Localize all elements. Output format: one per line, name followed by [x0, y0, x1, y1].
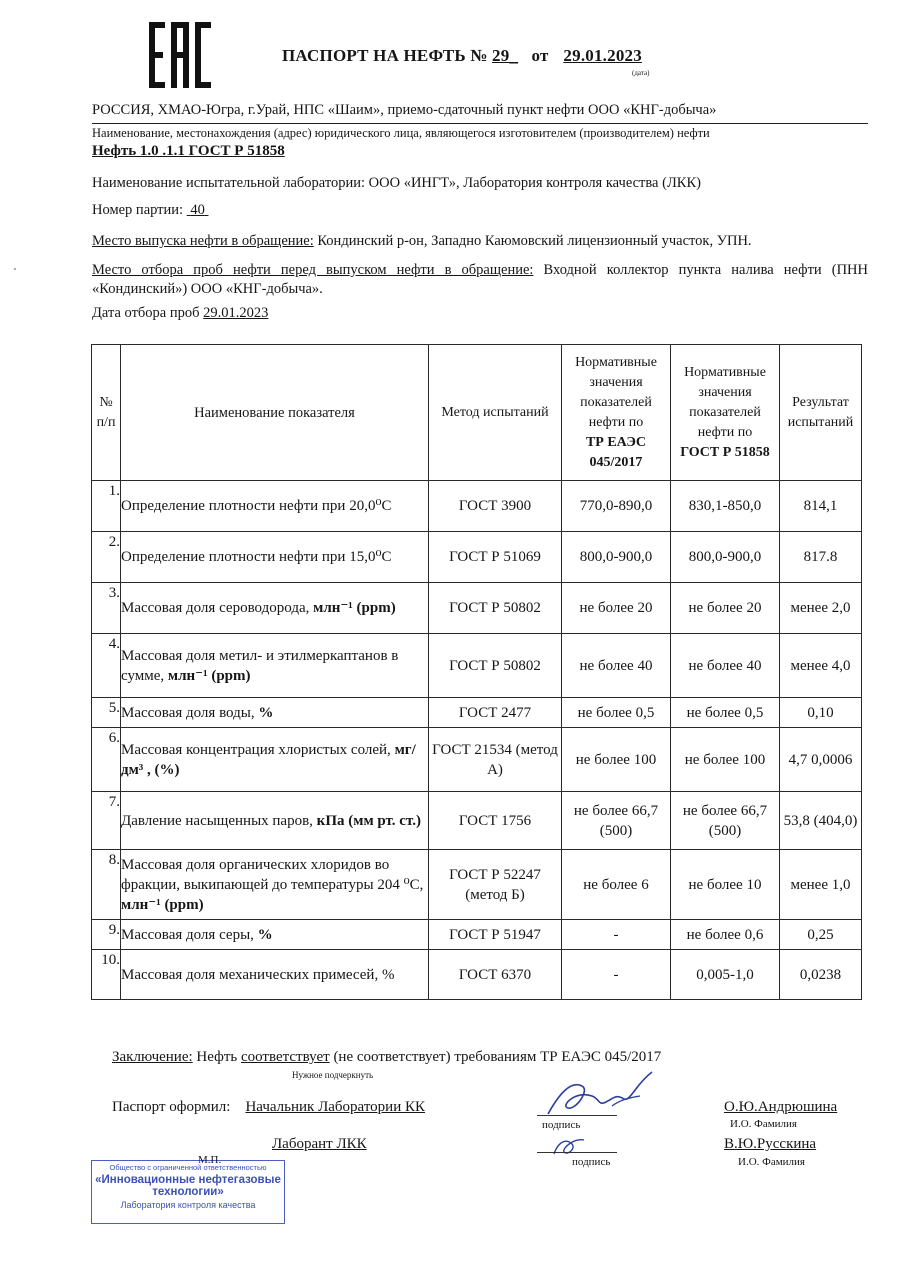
- release-label: Место выпуска нефти в обращение:: [92, 233, 314, 249]
- header-result: Результат испытаний: [780, 345, 862, 481]
- row-no: 10.: [92, 950, 121, 1000]
- row-method: ГОСТ Р 51947: [429, 920, 562, 950]
- signature1-caption: подпись: [542, 1119, 581, 1131]
- row-norm-gost: не более 40: [671, 634, 780, 698]
- lab-line: Наименование испытательной лаборатории: ООО «ИНГТ», Лаборатория контроля качества (ЛКК): [92, 175, 701, 191]
- row-norm-tr: 770,0-890,0: [562, 481, 671, 532]
- row-method: ГОСТ 6370: [429, 950, 562, 1000]
- eac-logo: [147, 20, 213, 90]
- row-name: Давление насыщенных паров, кПа (мм рт. ст.): [121, 792, 429, 850]
- row-method: ГОСТ 21534 (метод А): [429, 728, 562, 792]
- row-norm-tr: не более 100: [562, 728, 671, 792]
- row-result: 0,0238: [780, 950, 862, 1000]
- prepared-line: [112, 1099, 425, 1116]
- row-no: 8.: [92, 850, 121, 920]
- table-row: [92, 920, 862, 950]
- table-row: [92, 532, 862, 583]
- conclusion-line: [112, 1049, 661, 1066]
- row-no: 3.: [92, 583, 121, 634]
- table-row: [92, 850, 862, 920]
- row-name: Массовая доля воды, %: [121, 698, 429, 728]
- scan-speck: [14, 268, 16, 270]
- sampling-date-label: Дата отбора проб: [92, 305, 200, 321]
- row-method: ГОСТ Р 50802: [429, 634, 562, 698]
- seal-place-label: М.П.: [198, 1154, 222, 1166]
- row-norm-gost: не более 10: [671, 850, 780, 920]
- row-norm-gost: не более 0,5: [671, 698, 780, 728]
- prepared-label: Паспорт оформил:: [112, 1099, 231, 1115]
- row-result: 814,1: [780, 481, 862, 532]
- row-norm-tr: не более 40: [562, 634, 671, 698]
- manufacturer-text: РОССИЯ, ХМАО-Югра, г.Урай, НПС «Шаим», приемо-сдаточный пункт нефти ООО «КНГ-добыча»: [92, 102, 717, 118]
- row-result: 53,8 (404,0): [780, 792, 862, 850]
- row-norm-tr: не более 66,7 (500): [562, 792, 671, 850]
- from-label: от: [531, 46, 549, 65]
- signature2-line: [537, 1152, 617, 1153]
- name2: В.Ю.Русскина: [724, 1136, 817, 1152]
- row-norm-tr: -: [562, 920, 671, 950]
- release-value: Кондинский р-он, Западно Каюмовский лицензионный участок, УПН.: [317, 233, 752, 249]
- row-norm-gost: 0,005-1,0: [671, 950, 780, 1000]
- header-name: Наименование показателя: [121, 345, 429, 481]
- header-norm-gost: Нормативные значения показателей нефти по ГОСТ Р 51858: [671, 345, 780, 481]
- row-norm-tr: не более 20: [562, 583, 671, 634]
- passport-title: [282, 46, 642, 66]
- row-name: Массовая доля механических примесей, %: [121, 950, 429, 1000]
- passport-date: 29.01.2023: [563, 46, 642, 65]
- row-result: 4,7 0,0006: [780, 728, 862, 792]
- row-norm-gost: 830,1-850,0: [671, 481, 780, 532]
- conclusion-text-a: Нефть: [196, 1049, 238, 1065]
- row-norm-gost: не более 20: [671, 583, 780, 634]
- table-row: [92, 950, 862, 1000]
- row-method: ГОСТ 3900: [429, 481, 562, 532]
- signature2-caption: подпись: [572, 1156, 611, 1168]
- row-method: ГОСТ Р 52247 (метод Б): [429, 850, 562, 920]
- row-norm-tr: не более 6: [562, 850, 671, 920]
- row-name: Массовая доля органических хлоридов во фракции, выкипающей до температуры 204 ⁰С, млн⁻¹ (ppm): [121, 850, 429, 920]
- lab-stamp: [91, 1160, 285, 1224]
- signature1-line: [537, 1115, 617, 1116]
- role1: Начальник Лаборатории КК: [245, 1099, 425, 1115]
- row-result: менее 4,0: [780, 634, 862, 698]
- row-no: 9.: [92, 920, 121, 950]
- signature1-image: [540, 1066, 680, 1122]
- row-result: менее 1,0: [780, 850, 862, 920]
- conclusion-text-b: (не соответствует) требованиям ТР ЕАЭС 045/2017: [333, 1049, 662, 1065]
- sampling-label: Место отбора проб нефти перед выпуском нефти в обращение:: [92, 262, 534, 278]
- row-norm-gost: не более 0,6: [671, 920, 780, 950]
- row-no: 6.: [92, 728, 121, 792]
- passport-number: 29_: [492, 46, 519, 65]
- row-no: 2.: [92, 532, 121, 583]
- row-name: Массовая доля серы, %: [121, 920, 429, 950]
- row-name: Массовая концентрация хлористых солей, мг/дм³ , (%): [121, 728, 429, 792]
- release-line: [92, 233, 752, 250]
- name1-caption: И.О. Фамилия: [730, 1118, 797, 1130]
- row-norm-tr: -: [562, 950, 671, 1000]
- row-method: ГОСТ 2477: [429, 698, 562, 728]
- product-name: Нефть 1.0 .1.1 ГОСТ Р 51858: [92, 143, 285, 159]
- row-result: 0,25: [780, 920, 862, 950]
- table-row: [92, 728, 862, 792]
- row-method: ГОСТ Р 51069: [429, 532, 562, 583]
- sampling-value: Входной коллектор пункта налива нефти (ПНН «Кондинский») ООО «КНГ-добыча».: [92, 262, 868, 297]
- name2-caption: И.О. Фамилия: [738, 1156, 805, 1168]
- stamp-line1: Общество с ограниченной ответственностью: [109, 1163, 267, 1172]
- row-norm-tr: не более 0,5: [562, 698, 671, 728]
- conclusion-note: Нужное подчеркнуть: [292, 1070, 374, 1080]
- table-row: [92, 583, 862, 634]
- date-caption: (дата): [632, 69, 650, 77]
- conclusion-conforms: соответствует: [240, 1049, 330, 1065]
- title-text: ПАСПОРТ НА НЕФТЬ №: [282, 46, 488, 65]
- row-no: 1.: [92, 481, 121, 532]
- name1: О.Ю.Андрюшина: [724, 1099, 838, 1115]
- row-method: ГОСТ Р 50802: [429, 583, 562, 634]
- sampling-date-value: 29.01.2023: [203, 305, 269, 321]
- header-no: № п/п: [92, 345, 121, 481]
- conclusion-label: Заключение:: [112, 1049, 193, 1065]
- table-row: [92, 634, 862, 698]
- row-norm-gost: 800,0-900,0: [671, 532, 780, 583]
- row-no: 7.: [92, 792, 121, 850]
- row-result: 0,10: [780, 698, 862, 728]
- table-row: [92, 481, 862, 532]
- sampling-place: [92, 261, 868, 299]
- manufacturer-caption: Наименование, местонахождения (адрес) юридического лица, являющегося изготовителем (производителем) нефти: [92, 126, 710, 140]
- table-row: [92, 792, 862, 850]
- row-no: 4.: [92, 634, 121, 698]
- role2: Лаборант ЛКК: [272, 1136, 367, 1152]
- batch-line: [92, 202, 208, 219]
- row-result: менее 2,0: [780, 583, 862, 634]
- row-norm-gost: не более 100: [671, 728, 780, 792]
- row-no: 5.: [92, 698, 121, 728]
- manufacturer-rule: [92, 123, 868, 124]
- row-name: Массовая доля сероводорода, млн⁻¹ (ppm): [121, 583, 429, 634]
- row-name: Массовая доля метил- и этилмеркаптанов в сумме, млн⁻¹ (ppm): [121, 634, 429, 698]
- row-result: 817.8: [780, 532, 862, 583]
- stamp-line3: Лаборатория контроля качества: [120, 1200, 256, 1210]
- row-method: ГОСТ 1756: [429, 792, 562, 850]
- row-norm-tr: 800,0-900,0: [562, 532, 671, 583]
- sampling-date-line: [92, 305, 268, 322]
- table-header-row: [92, 345, 862, 481]
- row-name: Определение плотности нефти при 20,0⁰С: [121, 481, 429, 532]
- stamp-line2: «Инновационные нефтегазовые технологии»: [95, 1174, 281, 1198]
- row-norm-gost: не более 66,7 (500): [671, 792, 780, 850]
- row-name: Определение плотности нефти при 15,0⁰С: [121, 532, 429, 583]
- results-table: [91, 344, 862, 1000]
- batch-label: Номер партии:: [92, 202, 184, 218]
- batch-value: 40: [190, 202, 205, 218]
- table-row: [92, 698, 862, 728]
- header-norm-tr: Нормативные значения показателей нефти по ТР ЕАЭС 045/2017: [562, 345, 671, 481]
- header-method: Метод испытаний: [429, 345, 562, 481]
